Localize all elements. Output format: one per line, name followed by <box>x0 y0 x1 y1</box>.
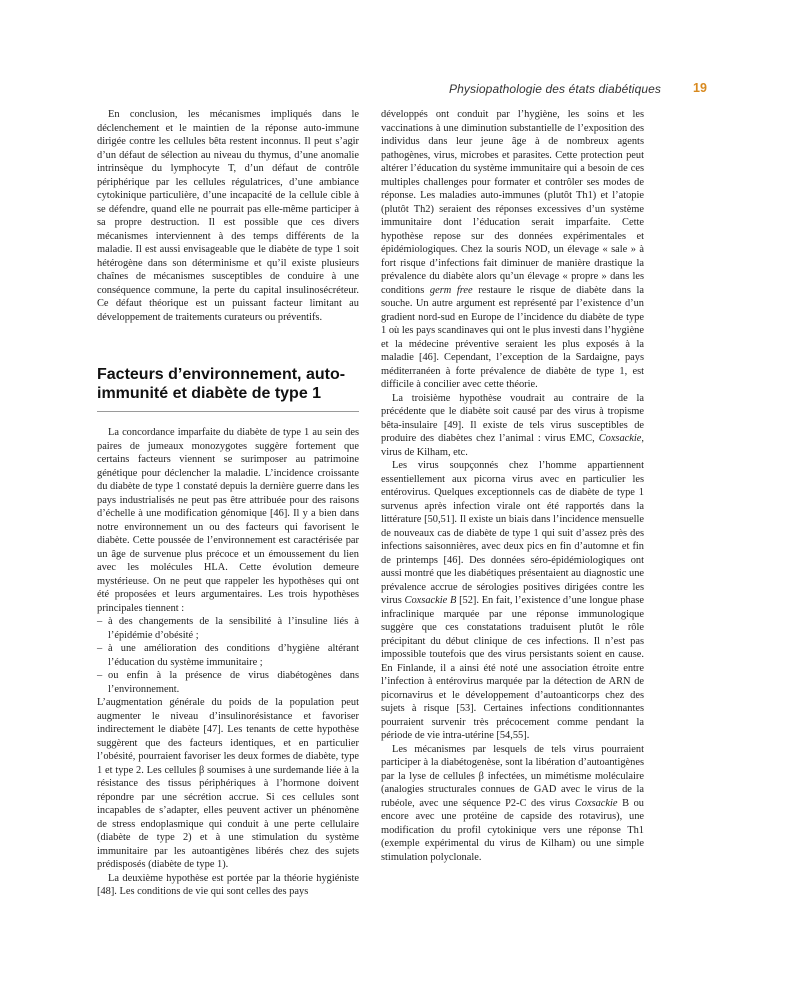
paragraph-human-viruses <box>381 459 644 743</box>
section-heading: Facteurs d’environnement, auto-immunité et diabète de type 1 <box>97 366 346 402</box>
paragraph-conclusion: En conclusion, les mécanismes impliqués dans le déclenchement et le maintien de la réponse auto-immune dirigée contre les cellules bêta restent inconnus. Il peut s’agir d’un défaut de sélection au niveau du thymus, d’une anomalie intrinsèque du lymphocyte T, d’un défaut de contrôle périphérique par les cellules régulatrices, d’une ambiance cytokinique particulière, d’une incapacité de la cellule cible à se défendre, quand elle ne pourrait pas elle-même participer à sa propre destruction. Il est possible que ces divers mécanismes interviennent à des temps différents de la maladie. Il est aussi envisageable que le diabète de type 1 soit hétérogène dans son déterminisme et qu’il existe plusieurs chaînes de mécanismes susceptibles de conduire à une conséquence commune, la perte du capital insulinosécréteur. Ce défaut théorique est un puissant facteur limitant au développement de traitements curateurs ou préventifs. <box>97 109 359 323</box>
list-item: – ou enfin à la présence de virus diabétogènes dans l’environnement. <box>97 669 359 696</box>
text-run: Les mécanismes par lesquels de tels virus pourraient participer à la diabétogenèse, sont la libération d’autoantigènes par la lyse de cellules β infectées, un mimétisme moléculaire (analogies structurales connues de GAD avec le virus de la rubéole, avec une séquence P2-C des virus <box>381 743 644 809</box>
left-column <box>97 108 359 899</box>
text-run: développés ont conduit par l’hygiène, les soins et les vaccinations à une diminution substantielle de l’exposition des individus dans leur jeune âge à de nombreux agents pathogènes, virus, microbes et parasites. Cette protection peut altérer l’éducation du système immunitaire qui a besoin de ces multiples challenges pour formater et contrôler ses modes de réponse. Les maladies auto-immunes (plutôt Th1) et l’atopie (plutôt Th2) seraient des réponses excessives d’un système immunitaire dont l’éducation serait imparfaite. Cette hypothèse repose sur des données expérimentales et épidémiologiques. Chez la souris NOD, un élevage « sale » à fort risque d’infections fait diminuer de manière drastique la prévalence du diabète alors qu’un élevage « propre » dans les conditions <box>381 109 644 296</box>
running-header-title: Physiopathologie des états diabétiques <box>449 82 661 96</box>
paragraph-hygiene <box>381 108 644 392</box>
italic-term: Coxsackie <box>574 797 618 809</box>
text-run: [52]. En fait, l’existence d’une longue phase infraclinique marquée par une réponse immunologique suggère que ces constatations traduisent plutôt le rôle précipitant du début clinique de ces infections. Il n’est pas impossible toutefois que des virus persistants soient en cause. En Finlande, il a ainsi été noté une association étroite entre l’infection à entérovirus marquée par la détection de ARN de picornavirus et le développement d’autoanticorps chez des sujets à risque [53]. Certaines infections conditionnantes pourraient survenir très précocement comme pendant la période de vie intra-utérine [54,55]. <box>381 595 644 741</box>
text-run: , virus de Kilham, etc. <box>381 433 644 458</box>
right-column <box>381 108 644 864</box>
page-number: 19 <box>693 81 707 95</box>
text-run: B ou encore avec une protéine de capside des rotavirus), une modification du profil cytokinique vers une réponse Th1 (exemple expérimental du virus de Kilham) ou une simple stimulation polyclonale. <box>381 797 644 863</box>
paragraph-obesity: L’augmentation générale du poids de la population peut augmenter le niveau d’insulinorésistance et favoriser indirectement le diabète [47]. Les tenants de cette hypothèse suggèrent que des facteurs identiques, et en particulier l’obésité, pourraient favoriser les deux formes de diabète, type 1 et type 2. Les cellules β soumises à une surdemande liée à la résistance des tissus périphériques à l’hormone doivent répondre par une sécrétion accrue. Si ces cellules sont incapables de s’adapter, elles peuvent activer un phénomène de stress endoplasmique qui conduit à une perte cellulaire (diabète de type 2) et à une stimulation du système immunitaire par les autoantigènes libérés chez des sujets prédisposés (diabète de type 1). <box>97 697 359 870</box>
paragraph-viral-hypothesis <box>381 392 644 460</box>
paragraph-concordance: La concordance imparfaite du diabète de type 1 au sein des paires de jumeaux monozygotes suggère fortement que certains facteurs viennent se surimposer au patrimoine génétique pour déclencher la maladie. L’incidence croissante du diabète de type 1 constaté depuis la dernière guerre dans les pays industrialisés ne peut pas être attribuée pour des raisons d’échelle à une modification génomique [46]. Il y a bien dans notre environnement un ou des facteurs qui favorisent le diabète. Cette poussée de l’environnement est caractérisée par un âge de survenue plus précoce et un émoussement du lien avec les molécules HLA. Cette évolution demeure mystérieuse. On ne peut que rappeler les hypothèses qui ont été proposées et leurs argumentaires. Les trois hypothèses principales tiennent : <box>97 427 359 614</box>
text-run: Les virus soupçonnés chez l’homme appartiennent essentiellement aux picorna virus avec en particulier les entérovirus. Quelques exceptionnels cas de diabète de type 1 survenus après infection virale ont été rapportés dans la littérature [50,51]. Il existe un biais dans l’incidence mensuelle de nouveaux cas de diabète de type 1 qui suit d’assez près des infections saisonnières, avec deux pics en fin d’automne et fin de printemps [46]. Des données séro-épidémiologiques ont aussi montré que les diabétiques présentaient au diagnostic une prévalence accrue de sérologies positives dirigées contre les virus <box>381 460 644 606</box>
paragraph-mechanisms <box>381 743 644 865</box>
hypotheses-list <box>97 615 359 696</box>
list-item: – à des changements de la sensibilité à l’insuline liés à l’épidémie d’obésité ; <box>97 615 359 642</box>
heading-rule <box>97 411 359 412</box>
paragraph-hygiene-intro: La deuxième hypothèse est portée par la théorie hygiéniste [48]. Les conditions de vie qui sont celles des pays <box>97 872 359 897</box>
italic-term: Coxsackie <box>598 433 642 444</box>
text-run: restaure le risque de diabète dans la souche. Un autre argument est représenté par l’existence d’un gradient nord-sud en Europe de l’incidence du diabète de type 1 où les pays scandinaves qui ont le plus investi dans l’hygiène et la médecine préventive seraient les plus exposés à la maladie [46]. Cependant, l’exception de la Sardaigne, pays méditerranéen à forte prévalence de diabète de type 1, est difficile à concilier avec cette théorie. <box>381 284 644 390</box>
list-item: – à une amélioration des conditions d’hygiène altérant l’éducation du système immunitaire ; <box>97 642 359 669</box>
text-run: La troisième hypothèse voudrait au contraire de la précédente que le diabète soit causé par des virus à tropisme bêta-insulaire [49]. Il existe de tels virus susceptibles de produire des diabètes chez l’animal : virus EMC, <box>381 392 644 444</box>
italic-term: germ free <box>429 284 473 296</box>
italic-term: Coxsackie B <box>404 595 457 606</box>
